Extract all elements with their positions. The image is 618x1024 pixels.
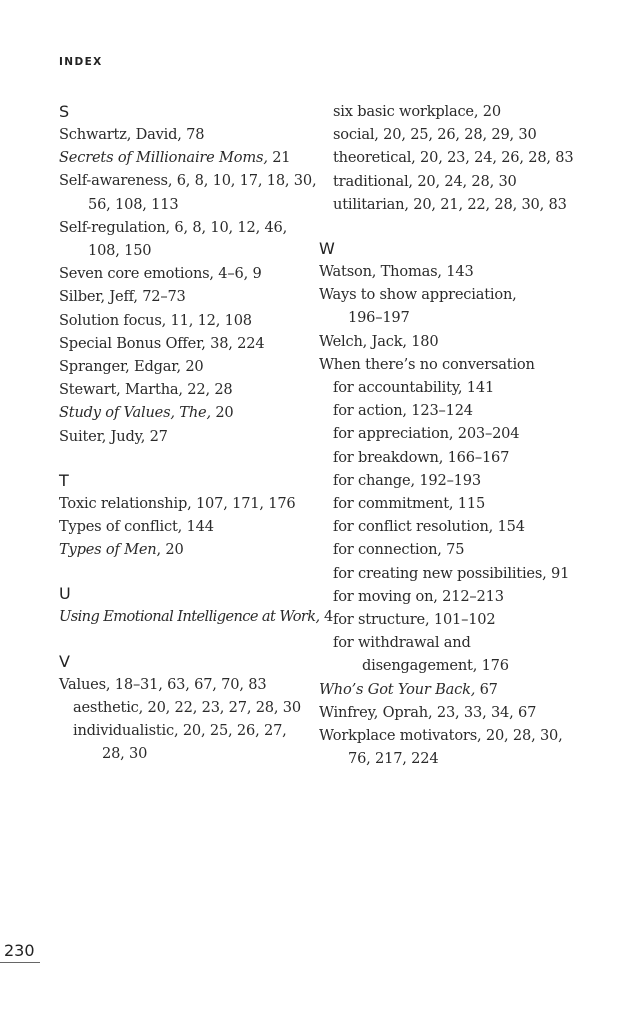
index-subentry: for structure, 101–102 xyxy=(333,611,496,629)
index-subentry: individualistic, 20, 25, 26, 27, xyxy=(73,722,287,740)
index-subentry: for breakdown, 166–167 xyxy=(333,448,510,466)
index-subentry: for action, 123–124 xyxy=(333,402,473,420)
page-refs: 67 xyxy=(475,680,498,698)
index-entry: Self-awareness, 6, 8, 10, 17, 18, 30, xyxy=(59,172,317,190)
running-header: INDEX xyxy=(59,56,103,68)
index-subentry: social, 20, 25, 26, 28, 29, 30 xyxy=(333,126,537,144)
index-entry: Silber, Jeff, 72–73 xyxy=(59,288,186,306)
index-entry: Special Bonus Offer, 38, 224 xyxy=(59,334,265,352)
index-column-left xyxy=(59,100,334,765)
index-entry: Self-regulation, 6, 8, 10, 12, 46, xyxy=(59,218,288,236)
index-entry: Watson, Thomas, 143 xyxy=(319,263,474,281)
index-subentry: for conflict resolution, 154 xyxy=(333,518,525,536)
section-letter-u: U xyxy=(59,584,71,604)
section-letter-t: T xyxy=(59,470,69,490)
index-entry-continued: 196–197 xyxy=(348,309,410,327)
page-refs: 4 xyxy=(319,608,334,626)
index-entry: When there’s no conversation xyxy=(319,355,535,373)
index-entry: Suiter, Judy, 27 xyxy=(59,427,168,445)
index-entry xyxy=(319,678,591,701)
index-entry-continued: 108, 150 xyxy=(88,242,152,260)
index-entry xyxy=(59,605,334,628)
index-column-right xyxy=(319,100,591,770)
index-entry-continued: disengagement, 176 xyxy=(362,657,509,675)
index-subentry: for accountability, 141 xyxy=(333,379,495,397)
book-title: Secrets of Millionaire Moms, xyxy=(59,149,268,167)
index-entry: Types of conflict, 144 xyxy=(59,518,214,536)
index-entry xyxy=(59,401,331,424)
index-subentry: theoretical, 20, 23, 24, 26, 28, 83 xyxy=(333,149,574,167)
book-title: Types of Men xyxy=(59,541,157,559)
index-subentry: for withdrawal and xyxy=(333,634,471,652)
section-letter-s: S xyxy=(59,102,70,121)
index-entry: Workplace motivators, 20, 28, 30, xyxy=(319,727,563,745)
index-entry-continued: 76, 217, 224 xyxy=(348,750,439,768)
index-subentry: traditional, 20, 24, 28, 30 xyxy=(333,172,517,190)
index-entry xyxy=(59,538,331,561)
index-entry: Values, 18–31, 63, 67, 70, 83 xyxy=(59,675,267,693)
book-title: Using Emotional Intelligence at Work, xyxy=(59,608,320,626)
index-subentry: for moving on, 212–213 xyxy=(333,587,504,605)
index-entry: Schwartz, David, 78 xyxy=(59,126,205,143)
index-subentry: utilitarian, 20, 21, 22, 28, 30, 83 xyxy=(333,195,567,213)
index-entry: Seven core emotions, 4–6, 9 xyxy=(59,265,262,283)
index-subentry: for commitment, 115 xyxy=(333,495,486,513)
index-entry: Ways to show appreciation, xyxy=(319,286,517,304)
index-subentry: for connection, 75 xyxy=(333,541,465,559)
index-subentry: six basic workplace, 20 xyxy=(333,103,501,120)
section-letter-w: W xyxy=(319,239,335,259)
index-entry xyxy=(59,146,331,169)
page-refs: , 20 xyxy=(156,541,184,559)
index-entry: Welch, Jack, 180 xyxy=(319,332,439,350)
index-entry-continued: 56, 108, 113 xyxy=(88,195,179,213)
index-entry: Toxic relationship, 107, 171, 176 xyxy=(59,494,296,512)
index-entry: Stewart, Martha, 22, 28 xyxy=(59,381,233,399)
book-title: Who’s Got Your Back, xyxy=(319,680,476,698)
page-refs: 20 xyxy=(210,404,234,422)
index-subentry: aesthetic, 20, 22, 23, 27, 28, 30 xyxy=(73,698,301,716)
index-entry: Spranger, Edgar, 20 xyxy=(59,358,204,376)
index-entry-continued: 28, 30 xyxy=(102,745,148,763)
index-subentry: for creating new possibilities, 91 xyxy=(333,564,570,582)
page-refs: 21 xyxy=(267,149,291,167)
page-number: 230 xyxy=(0,940,40,963)
index-subentry: for change, 192–193 xyxy=(333,471,481,489)
index-subentry: for appreciation, 203–204 xyxy=(333,425,520,443)
index-entry: Solution focus, 11, 12, 108 xyxy=(59,311,252,329)
index-entry: Winfrey, Oprah, 23, 33, 34, 67 xyxy=(319,703,537,721)
book-title: Study of Values, The, xyxy=(59,404,211,422)
section-letter-v: V xyxy=(59,651,70,671)
